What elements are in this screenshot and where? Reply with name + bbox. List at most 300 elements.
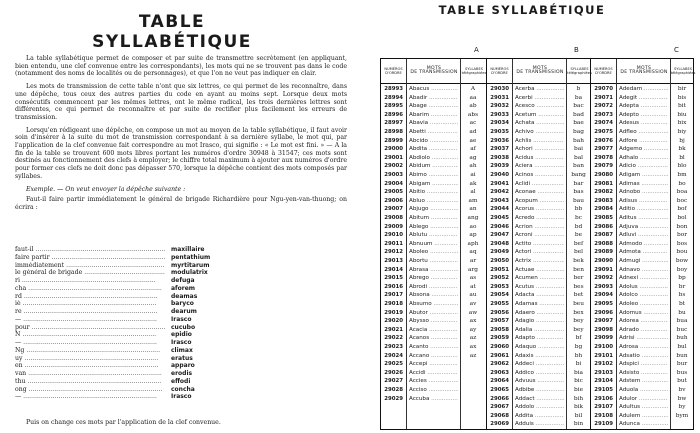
example-intro: Exemple. — On veut envoyer la dépêche suivante : bbox=[26, 185, 186, 193]
example-text: ong ..... bbox=[15, 386, 165, 394]
table-cell-syl: ba bbox=[574, 94, 583, 101]
table-row bbox=[381, 377, 486, 385]
table-cell-word: Abjugo ..... bbox=[409, 205, 458, 213]
example-code: climax bbox=[171, 346, 193, 354]
table-cell-word: Abluo ..... bbox=[409, 197, 458, 205]
table-cell-word: Adbibe ..... bbox=[515, 386, 564, 394]
table-row bbox=[381, 274, 486, 282]
table-cell-num: 29065 bbox=[490, 387, 509, 393]
table-cell-num: 29006 bbox=[384, 197, 403, 204]
table-cell-syl: bon bbox=[676, 223, 688, 230]
table-row bbox=[487, 309, 591, 317]
table-cell-word: Acredo ..... bbox=[515, 214, 564, 222]
header-numeros bbox=[381, 59, 406, 83]
table-cell-syl: bad bbox=[573, 111, 584, 118]
table-cell-syl: bor bbox=[677, 232, 687, 239]
example-row bbox=[15, 339, 245, 347]
table-row bbox=[487, 403, 591, 411]
table-cell-num: 29040 bbox=[490, 172, 509, 178]
example-row bbox=[15, 300, 245, 308]
table-row bbox=[381, 94, 486, 102]
example-row bbox=[15, 370, 245, 378]
table-cell-syl: bi bbox=[575, 361, 582, 368]
table-cell-syl: ab bbox=[469, 103, 477, 110]
table-cell-num: 28997 bbox=[384, 120, 403, 127]
table-cell-num: 29023 bbox=[384, 344, 403, 350]
table-cell-syl: br bbox=[678, 283, 686, 290]
table-row bbox=[487, 386, 591, 394]
header-text: NUMÉROS D'ORDRE bbox=[594, 66, 613, 75]
table-cell-word: Abnuum ..... bbox=[409, 240, 458, 248]
example-text: — ..... bbox=[15, 316, 165, 324]
table-cell-word: Acidus ..... bbox=[515, 154, 564, 162]
table-row bbox=[381, 240, 486, 248]
table-cell-syl bbox=[670, 420, 694, 428]
syllabic-table bbox=[380, 58, 694, 430]
table-cell-syl: bih bbox=[573, 395, 584, 402]
example-text: re ..... bbox=[15, 308, 165, 316]
header-text: NUMÉROS D'ORDRE bbox=[384, 66, 403, 75]
table-cell-syl: arg bbox=[468, 266, 478, 273]
table-cell-word: Advuus ..... bbox=[515, 377, 564, 385]
example-row bbox=[15, 254, 245, 262]
table-cell-num: 29073 bbox=[594, 111, 613, 118]
table-row bbox=[381, 128, 486, 136]
table-cell-num: 28999 bbox=[384, 137, 403, 144]
table-cell-syl: af bbox=[470, 146, 476, 153]
table-cell-num: 29039 bbox=[490, 163, 509, 170]
table-cell-word: Accies ..... bbox=[409, 377, 458, 385]
table-cell-syl: bil bbox=[574, 412, 583, 419]
table-row bbox=[591, 137, 694, 145]
example-row bbox=[15, 386, 245, 394]
example-text: — ..... bbox=[15, 339, 165, 347]
table-cell-syl: bk bbox=[678, 146, 686, 153]
table-cell-word: Adorea ..... bbox=[619, 317, 668, 325]
table-cell-syl: ber bbox=[573, 275, 584, 282]
table-cell-syl: bul bbox=[677, 344, 687, 350]
table-cell-syl: bey bbox=[573, 318, 584, 325]
table-row bbox=[381, 85, 486, 93]
table-cell-num: 29107 bbox=[594, 404, 613, 411]
table-cell-num: 29008 bbox=[384, 215, 403, 221]
header-text: NUMÉROS D'ORDRE bbox=[490, 66, 509, 75]
table-cell-word: Aconae ..... bbox=[515, 188, 564, 196]
table-cell-num: 29060 bbox=[490, 344, 509, 350]
table-row bbox=[591, 154, 694, 162]
table-row bbox=[487, 223, 591, 231]
example-code: epidio bbox=[171, 331, 192, 339]
table-cell-syl: am bbox=[468, 197, 478, 204]
table-cell-word: Adapto ..... bbox=[515, 334, 564, 342]
table-row bbox=[381, 283, 486, 291]
table-cell-word: Abarim ..... bbox=[409, 111, 458, 119]
table-cell-num: 29099 bbox=[594, 335, 613, 342]
table-row bbox=[381, 214, 486, 222]
table-cell-num: 29009 bbox=[384, 223, 403, 230]
table-cell-syl: beu bbox=[573, 301, 584, 307]
table-row bbox=[591, 180, 694, 188]
table-cell-num: 29095 bbox=[594, 301, 613, 307]
table-cell-num: 28993 bbox=[384, 86, 403, 92]
table-cell-syl: aph bbox=[467, 240, 479, 247]
table-row bbox=[487, 266, 591, 274]
table-row bbox=[591, 231, 694, 239]
table-cell-word: Abigam ..... bbox=[409, 180, 458, 188]
table-cell-syl: b bbox=[576, 86, 581, 92]
table-cell-syl: bis bbox=[677, 94, 687, 101]
header-text: MOTS bbox=[532, 65, 548, 71]
table-cell-num: 29004 bbox=[384, 180, 403, 187]
table-row bbox=[487, 274, 591, 282]
table-row bbox=[591, 403, 694, 411]
table-cell-num: 29100 bbox=[594, 344, 613, 350]
table-cell-num: 29010 bbox=[384, 232, 403, 239]
table-cell-num: 29027 bbox=[384, 378, 403, 385]
table-cell-syl: bek bbox=[573, 258, 584, 264]
table-cell-num: 29104 bbox=[594, 378, 613, 385]
table-cell-syl: bo bbox=[678, 180, 686, 187]
example-row bbox=[15, 293, 245, 301]
table-row bbox=[487, 231, 591, 239]
table-cell-syl: ay bbox=[469, 326, 477, 333]
table-cell-word: Absona ..... bbox=[409, 291, 458, 299]
table-row bbox=[487, 317, 591, 325]
table-cell-num: 29075 bbox=[594, 129, 613, 135]
example-row bbox=[15, 277, 245, 285]
table-row bbox=[487, 377, 591, 385]
table-cell-word: Adesus ..... bbox=[619, 119, 668, 127]
table-cell-word: Abitum ..... bbox=[409, 214, 458, 222]
table-cell-num: 29055 bbox=[490, 301, 509, 307]
table-cell-word: Adfore ..... bbox=[619, 137, 668, 145]
table-cell-word: Accepi ..... bbox=[409, 360, 458, 368]
table-cell-num: 29045 bbox=[490, 215, 509, 221]
table-cell-num: 29029 bbox=[384, 395, 403, 402]
table-row bbox=[591, 197, 694, 205]
table-row bbox=[381, 154, 486, 162]
table-cell-num: 29028 bbox=[384, 387, 403, 393]
table-cell-syl: bou bbox=[676, 249, 688, 256]
example-code: erodis bbox=[171, 370, 193, 377]
table-cell-word: Adaxis ..... bbox=[515, 352, 564, 360]
table-cell-syl: bur bbox=[676, 361, 688, 368]
table-column-group bbox=[486, 59, 591, 429]
table-cell-syl: bia bbox=[573, 369, 584, 376]
table-row bbox=[487, 352, 591, 360]
table-row bbox=[591, 334, 694, 342]
table-cell-num: 29102 bbox=[594, 361, 613, 368]
table-cell-num: 29046 bbox=[490, 223, 509, 230]
table-column-group bbox=[590, 59, 694, 429]
table-cell-word: Acacia ..... bbox=[409, 326, 458, 334]
table-header bbox=[381, 59, 486, 84]
table-cell-syl: bes bbox=[573, 283, 584, 290]
table-cell-word: Adrado ..... bbox=[619, 326, 668, 334]
table-cell-syl: bel bbox=[574, 249, 583, 256]
table-cell-word: Accano ..... bbox=[409, 352, 458, 360]
table-cell-syl: ai bbox=[470, 172, 476, 178]
table-cell-syl: bex bbox=[573, 309, 584, 316]
example-code: modulatrix bbox=[171, 269, 208, 277]
table-cell-word: Adnexi ..... bbox=[619, 274, 668, 282]
table-cell-word: Actori ..... bbox=[515, 248, 564, 256]
table-cell-num: 29058 bbox=[490, 326, 509, 333]
example-code: dearum bbox=[171, 308, 197, 315]
table-cell-num: 29097 bbox=[594, 318, 613, 325]
table-cell-word: Adalia ..... bbox=[515, 326, 564, 334]
table-row bbox=[381, 369, 486, 377]
table-cell-word: Addico ..... bbox=[515, 369, 564, 377]
table-cell-syl: bik bbox=[573, 404, 584, 411]
table-cell-word: Absumo ..... bbox=[409, 300, 458, 308]
table-cell-word: Adulem ..... bbox=[619, 412, 668, 420]
table-cell-syl: bas bbox=[573, 189, 584, 196]
header-syllabes bbox=[670, 59, 695, 83]
example-code: cucubo bbox=[171, 323, 196, 331]
table-cell-syl: ao bbox=[469, 223, 477, 230]
table-cell-num: 29106 bbox=[594, 395, 613, 402]
table-cell-syl: bg bbox=[574, 344, 583, 350]
table-row bbox=[487, 188, 591, 196]
table-cell-syl: an bbox=[469, 206, 477, 213]
example-code: myrtitarum bbox=[171, 261, 210, 269]
table-row bbox=[591, 266, 694, 274]
example-code: deamas bbox=[171, 292, 198, 300]
table-cell-syl: blo bbox=[677, 163, 687, 170]
table-cell-syl: boc bbox=[676, 197, 688, 204]
table-cell-num: 29064 bbox=[490, 378, 509, 385]
table-cell-num: 29018 bbox=[384, 301, 403, 307]
table-cell-word: Achivo ..... bbox=[515, 128, 564, 136]
table-cell-num: 29051 bbox=[490, 266, 509, 273]
table-cell-syl: ag bbox=[469, 154, 477, 161]
table-row bbox=[487, 111, 591, 119]
example-code: Irasco bbox=[171, 315, 192, 323]
table-cell-word: Adjuva ..... bbox=[619, 223, 668, 231]
table-cell-word: Adoleo ..... bbox=[619, 300, 668, 308]
table-cell-syl: bos bbox=[676, 240, 688, 247]
table-row bbox=[381, 111, 486, 119]
table-cell-num: 29062 bbox=[490, 361, 509, 368]
table-row bbox=[381, 352, 486, 360]
table-row bbox=[381, 162, 486, 170]
table-row bbox=[487, 128, 591, 136]
table-cell-syl: ah bbox=[469, 163, 477, 170]
table-row bbox=[591, 352, 694, 360]
table-cell-syl: ac bbox=[469, 120, 477, 127]
table-row bbox=[381, 309, 486, 317]
table-row bbox=[591, 300, 694, 308]
table-cell-word: Acopum ..... bbox=[515, 197, 564, 205]
table-cell-word: Acesco ..... bbox=[515, 102, 564, 110]
example-text: pour ..... bbox=[15, 324, 165, 332]
table-cell-word: Adimas ..... bbox=[619, 180, 668, 188]
table-row bbox=[591, 420, 694, 428]
table-cell-syl: bag bbox=[573, 129, 584, 135]
table-cell-word: Adaero ..... bbox=[515, 309, 564, 317]
table-cell-syl: bau bbox=[573, 197, 584, 204]
table-cell-word: Addita ..... bbox=[515, 412, 564, 420]
table-cell-word: Abdiolo ..... bbox=[409, 154, 458, 162]
table-cell-syl: az bbox=[469, 335, 477, 342]
table-cell-word: Adaquo ..... bbox=[515, 343, 564, 351]
table-cell-word: Accidi ..... bbox=[409, 369, 458, 377]
example-code: effodi bbox=[171, 377, 191, 385]
table-cell-syl: ax bbox=[469, 318, 477, 325]
table-cell-num: 29093 bbox=[594, 283, 613, 290]
table-cell-word: Adspici ..... bbox=[619, 360, 668, 368]
table-cell-syl bbox=[460, 395, 486, 403]
table-cell-word: Addeci ..... bbox=[515, 360, 564, 368]
table-cell-num: 29053 bbox=[490, 283, 509, 290]
table-cell-syl: bv bbox=[678, 387, 686, 393]
table-row bbox=[487, 369, 591, 377]
table-cell-word: Abrasa ..... bbox=[409, 266, 458, 274]
table-cell-num: 29088 bbox=[594, 240, 613, 247]
table-row bbox=[487, 412, 591, 420]
table-cell-num: 29068 bbox=[490, 412, 509, 419]
table-cell-num: 29054 bbox=[490, 292, 509, 299]
table-cell-word: Abetti ..... bbox=[409, 128, 458, 136]
table-cell-word: Adnobo ..... bbox=[619, 188, 668, 196]
table-cell-syl: bs bbox=[678, 292, 686, 299]
table-cell-num: 29085 bbox=[594, 215, 613, 221]
table-row bbox=[487, 145, 591, 153]
table-cell-num: 29030 bbox=[490, 86, 509, 92]
table-cell-num: 29080 bbox=[594, 172, 613, 178]
table-cell-syl bbox=[460, 386, 486, 394]
table-row bbox=[591, 111, 694, 119]
table-cell-syl: bol bbox=[677, 215, 687, 221]
table-row bbox=[591, 326, 694, 334]
table-cell-word: Acerba ..... bbox=[515, 85, 564, 93]
table-cell-syl: bua bbox=[676, 318, 688, 325]
table-cell-syl: but bbox=[677, 378, 687, 385]
table-cell-num: 29087 bbox=[594, 232, 613, 239]
table-row bbox=[591, 145, 694, 153]
example-text: immédiatement ..... bbox=[15, 262, 165, 270]
table-cell-num: 29067 bbox=[490, 404, 509, 411]
table-row bbox=[591, 274, 694, 282]
table-cell-num: 29089 bbox=[594, 249, 613, 256]
table-cell-num: 28996 bbox=[384, 111, 403, 118]
table-row bbox=[591, 248, 694, 256]
table-cell-word: Adagio ..... bbox=[515, 317, 564, 325]
table-cell-num: 29070 bbox=[594, 86, 613, 92]
table-cell-syl: bw bbox=[677, 395, 687, 402]
table-cell-syl: buc bbox=[676, 326, 688, 333]
table-cell-syl: az bbox=[469, 352, 477, 359]
table-cell-word: Abavia ..... bbox=[409, 119, 458, 127]
header-text: MOTS bbox=[426, 65, 442, 71]
table-row bbox=[381, 223, 486, 231]
table-row bbox=[487, 283, 591, 291]
table-cell-word: Addolo ..... bbox=[515, 403, 564, 411]
example-row bbox=[15, 378, 245, 386]
table-row bbox=[381, 102, 486, 110]
example-row bbox=[15, 347, 245, 355]
header-numeros bbox=[487, 59, 512, 83]
left-page-body bbox=[15, 55, 347, 222]
example-code: apparo bbox=[171, 362, 195, 370]
table-cell-word: Adolus ..... bbox=[619, 283, 668, 291]
table-row bbox=[591, 386, 694, 394]
header-mots bbox=[616, 59, 671, 83]
table-column-group bbox=[381, 59, 486, 429]
table-cell-word: Achori ..... bbox=[515, 145, 564, 153]
table-cell-word: Actuae ..... bbox=[515, 266, 564, 274]
header-numeros bbox=[591, 59, 616, 83]
table-cell-num: 29077 bbox=[594, 146, 613, 153]
table-cell-num: 29031 bbox=[490, 94, 509, 101]
table-cell-syl: ban bbox=[573, 163, 584, 170]
table-cell-num: 29105 bbox=[594, 387, 613, 393]
table-cell-syl: bf bbox=[575, 335, 582, 342]
table-cell-word: Aduola ..... bbox=[619, 386, 668, 394]
table-cell-syl: bin bbox=[573, 421, 584, 428]
table-cell-word: Abacus ..... bbox=[409, 85, 458, 93]
table-cell-num: 29037 bbox=[490, 146, 509, 153]
table-row bbox=[591, 291, 694, 299]
table-cell-syl: bb bbox=[574, 206, 583, 213]
table-cell-word: Achlis ..... bbox=[515, 137, 564, 145]
table-cell-num: 29025 bbox=[384, 361, 403, 368]
table-cell-word: Actito ..... bbox=[515, 240, 564, 248]
table-row bbox=[487, 395, 591, 403]
table-cell-word: Adgemo ..... bbox=[619, 145, 668, 153]
table-cell-syl: bof bbox=[677, 206, 687, 213]
header-mots bbox=[512, 59, 567, 83]
table-cell-num: 29061 bbox=[490, 352, 509, 359]
table-cell-syl: aw bbox=[468, 309, 478, 316]
table-row bbox=[381, 257, 486, 265]
example-text: en ..... bbox=[15, 362, 165, 370]
table-row bbox=[381, 137, 486, 145]
table-cell-syl: aa bbox=[469, 94, 477, 101]
table-cell-word: Abage ..... bbox=[409, 102, 458, 110]
table-cell-syl: buh bbox=[676, 335, 688, 342]
table-cell-syl: bt bbox=[678, 301, 686, 307]
table-cell-syl: bai bbox=[573, 146, 584, 153]
example-row bbox=[15, 393, 245, 401]
table-row bbox=[381, 197, 486, 205]
table-row bbox=[381, 171, 486, 179]
table-cell-syl: bp bbox=[678, 275, 686, 282]
table-row bbox=[591, 343, 694, 351]
table-cell-word: Adsisto ..... bbox=[619, 369, 668, 377]
example-text: faire partir ..... bbox=[15, 254, 165, 262]
table-row bbox=[487, 214, 591, 222]
example-row bbox=[15, 285, 245, 293]
table-row bbox=[591, 171, 694, 179]
paragraph: Lorsqu'en rédigeant une dépêche, on compose un mot au moyen de la table syllabétique, il faut avoir soin d'insérer à la suite du mot de transmission correspondant à sa dernière syllabe, le mot qui, par l'application de la clef convenue fait correspondre au mot Irasco, qui signifie : « Le mot est fini. » — A la fin de la table se trouvent 600 mots libres portant les numéros d'ordre 30948 à 31547; ces mots sont destinés au fonctionnement des clefs à employer; le chiffre total maximum à ajouter aux numéros d'ordre pour former ces clefs ne doit donc pas dépasser 570, lorsque la dépêche contient des mots composés par syllabes. bbox=[15, 126, 347, 180]
column-letter-a: A bbox=[474, 46, 479, 54]
table-cell-syl: bow bbox=[675, 258, 689, 264]
table-row bbox=[591, 162, 694, 170]
table-cell-word: Acumen ..... bbox=[515, 274, 564, 282]
table-row bbox=[591, 214, 694, 222]
table-row bbox=[591, 240, 694, 248]
table-cell-syl: ben bbox=[573, 266, 584, 273]
table-row bbox=[381, 300, 486, 308]
table-cell-word: Adhalo ..... bbox=[619, 154, 668, 162]
example-code: pentathium bbox=[171, 253, 211, 261]
table-cell-num: 29074 bbox=[594, 120, 613, 127]
table-cell-num: 29092 bbox=[594, 275, 613, 282]
table-row bbox=[487, 291, 591, 299]
table-cell-num: 29033 bbox=[490, 111, 509, 118]
